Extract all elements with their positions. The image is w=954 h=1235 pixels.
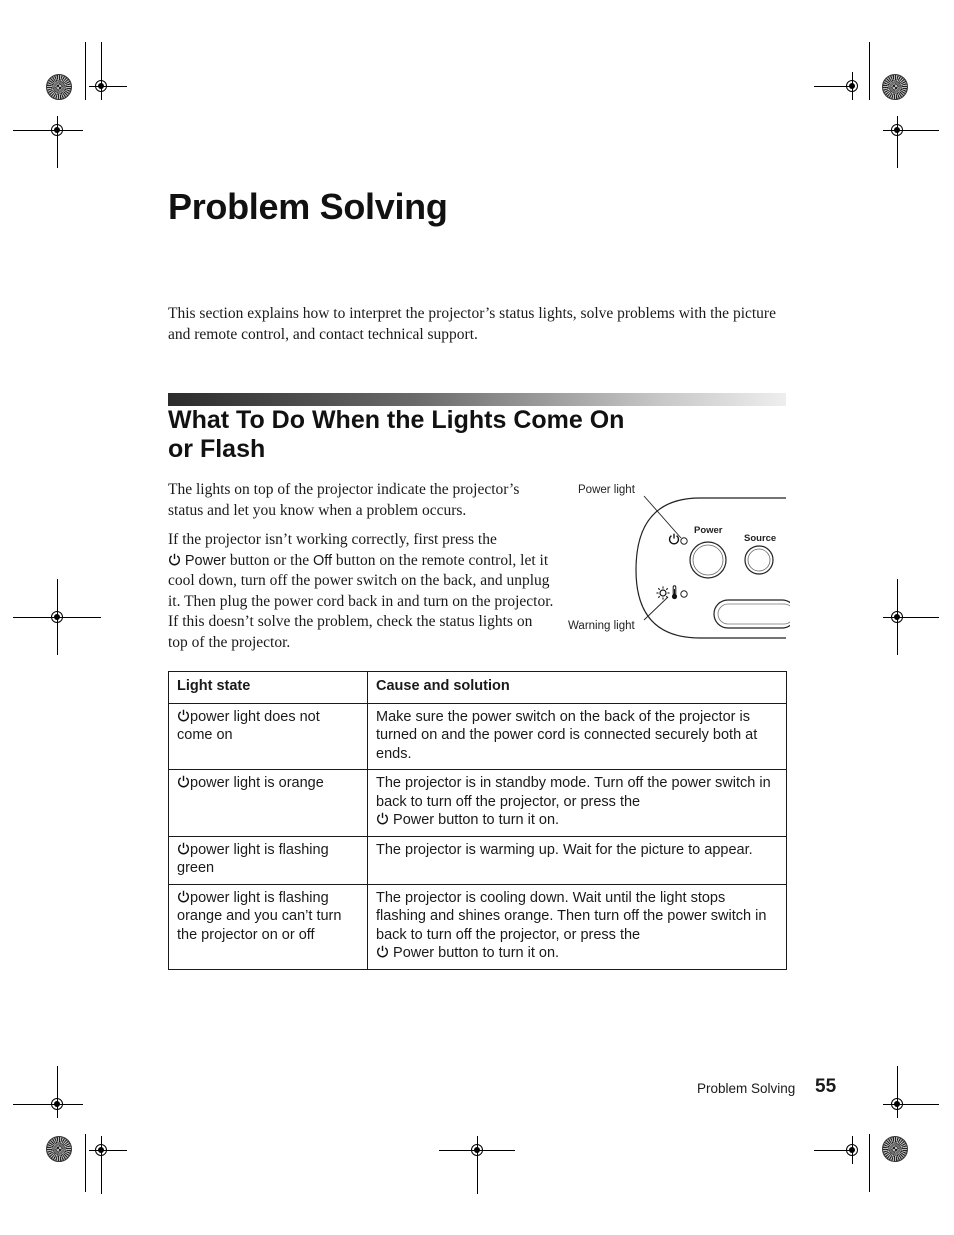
page-title: Problem Solving	[168, 186, 448, 227]
section-divider-bar	[168, 393, 786, 406]
power-icon	[177, 890, 190, 903]
light-state-cell	[169, 703, 368, 770]
light-state-cell	[169, 770, 368, 837]
warning-light-label: Warning light	[568, 620, 635, 632]
troubleshoot-text-1: If the projector isn’t working correctly, first press the	[168, 531, 497, 548]
cause-cell	[368, 703, 787, 770]
light-state-cell	[169, 836, 368, 884]
cause-text-tail: button to turn it on.	[438, 945, 560, 961]
color-target-icon	[882, 1136, 908, 1162]
light-state-text: power light is flashing orange and you can’t turn the projector on or off	[177, 889, 342, 943]
troubleshoot-paragraph	[168, 530, 554, 653]
light-state-table	[168, 671, 787, 970]
power-light-label: Power light	[578, 484, 635, 496]
power-icon	[376, 945, 389, 958]
crop-line	[85, 1134, 86, 1192]
color-target-icon	[46, 1136, 72, 1162]
lamp-icon	[656, 586, 670, 600]
cause-text-tail: button to turn it on.	[438, 812, 560, 828]
troubleshoot-text-3: button on the remote control, let it cool down, turn off the power switch on the back, and unplug it. Then plug the power cord back in and turn on the projector. If this doesn’t solve the problem, check the status lights on top of the projector.	[168, 551, 554, 651]
table-row	[169, 770, 787, 837]
header-cause-solution: Cause and solution	[368, 672, 787, 704]
table-row	[169, 703, 787, 770]
off-word: Off	[312, 552, 333, 569]
cause-text: The projector is warming up. Wait for the picture to appear.	[376, 841, 753, 858]
troubleshoot-text-2: button or the	[229, 551, 310, 569]
power-icon	[177, 709, 190, 722]
cause-text: Make sure the power switch on the back of the projector is turned on and the power cord is connected securely both at ends.	[376, 708, 758, 762]
color-target-icon	[46, 74, 72, 100]
footer-section-label: Problem Solving	[697, 1081, 796, 1096]
table-row	[169, 884, 787, 969]
crop-line	[869, 42, 870, 100]
section-heading-line1: What To Do When the Lights Come On	[168, 406, 625, 434]
table-header-row	[169, 672, 787, 704]
cause-text: The projector is in standby mode. Turn off the power switch in back to turn off the projector, or press the	[376, 775, 771, 810]
light-state-text: power light is orange	[190, 775, 324, 791]
light-state-cell	[169, 884, 368, 969]
source-button-label: Source	[744, 533, 777, 544]
table-row	[169, 836, 787, 884]
power-icon	[177, 842, 190, 855]
power-icon	[168, 553, 181, 566]
crop-line	[869, 1134, 870, 1192]
light-state-text: power light does not come on	[177, 708, 320, 743]
power-icon	[376, 812, 389, 825]
page-number: 55	[815, 1076, 837, 1097]
crop-line	[85, 42, 86, 100]
power-word: Power	[393, 812, 435, 828]
header-light-state: Light state	[169, 672, 368, 704]
projector-control-panel-figure	[560, 478, 790, 648]
intro-paragraph: This section explains how to interpret the projector’s status lights, solve problems with the picture and remote control, and contact technical support.	[168, 305, 776, 343]
color-target-icon	[882, 74, 908, 100]
cause-cell	[368, 836, 787, 884]
thermometer-icon	[671, 585, 678, 600]
cause-text: The projector is cooling down. Wait until the light stops flashing and shines orange. Then turn off the power switch in back to turn off the projector, or press the	[376, 889, 767, 943]
status-lights-paragraph: The lights on top of the projector indicate the projector’s status and let you know when a problem occurs.	[168, 481, 520, 519]
power-icon	[177, 775, 190, 788]
section-heading	[168, 406, 728, 464]
power-light-icon	[668, 533, 680, 545]
power-word: Power	[393, 945, 435, 961]
power-button-label: Power	[694, 525, 723, 536]
light-state-text: power light is flashing green	[177, 841, 329, 876]
section-heading-line2: or Flash	[168, 435, 266, 463]
power-word: Power	[184, 552, 226, 569]
cause-cell	[368, 884, 787, 969]
cause-cell	[368, 770, 787, 837]
